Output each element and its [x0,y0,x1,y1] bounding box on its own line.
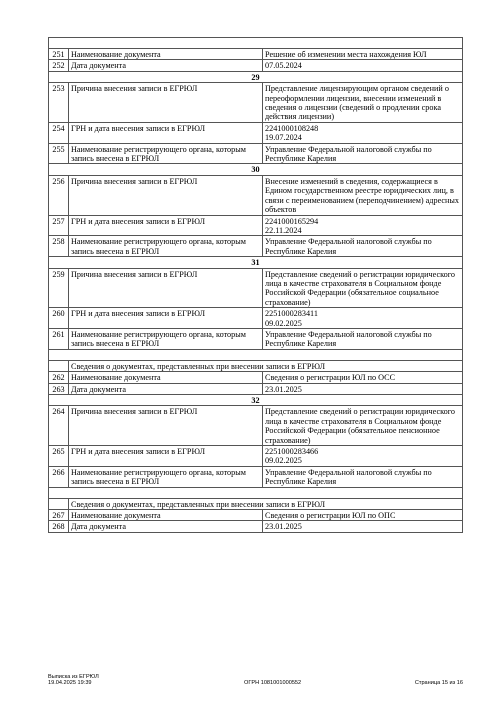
table-row [49,236,463,257]
table-row [49,446,463,467]
row-number: 264 [49,406,69,446]
field-value: 2251000283466 09.02.2025 [263,446,463,467]
table-row [49,383,463,394]
field-value: Управление Федеральной налоговой службы по Республике Карелия [263,236,463,257]
table-row [49,406,463,446]
table-row [49,143,463,164]
table-row [49,328,463,349]
table-row [49,122,463,143]
empty-num-cell [49,498,69,509]
row-number: 265 [49,446,69,467]
field-value: Решение об изменении места нахождения ЮЛ [263,49,463,60]
egrul-extract-table [48,37,463,533]
field-value: 23.01.2025 [263,521,463,532]
field-value: 2241000108248 19.07.2024 [263,122,463,143]
row-number: 258 [49,236,69,257]
table-row [49,521,463,532]
footer-page-number: Страница 15 из 16 [414,680,463,686]
field-name: Причина внесения записи в ЕГРЮЛ [69,175,263,215]
field-value: Сведения о регистрации ЮЛ по ОПС [263,510,463,521]
table-spacer-row [49,349,463,360]
table-row [49,83,463,123]
field-value: Внесение изменений в сведения, содержащиеся в Едином государственном реестре юридических лиц, в связи с переименованием (переподчинением) адресных объектов [263,175,463,215]
documents-subheader: Сведения о документах, представленных при внесении записи в ЕГРЮЛ [69,498,463,509]
table-row [49,175,463,215]
table-row [49,372,463,383]
spacer-cell [49,487,463,498]
table-row [49,215,463,236]
field-name: ГРН и дата внесения записи в ЕГРЮЛ [69,122,263,143]
record-section-header [49,395,463,406]
field-value: 23.01.2025 [263,383,463,394]
row-number: 257 [49,215,69,236]
table-row [49,60,463,71]
field-value: Представление сведений о регистрации юридического лица в качестве страхователя в Социальном фонде Российской Федерации (обязательное социальное страхование) [263,268,463,308]
table-row [49,308,463,329]
record-number: 32 [49,395,463,406]
document-page [48,37,463,533]
spacer-cell [49,38,463,49]
footer-datetime: 19.04.2025 19:39 [48,680,92,687]
field-name: Причина внесения записи в ЕГРЮЛ [69,406,263,446]
footer-ogrn: ОГРН 1081001000552 [244,680,302,686]
field-value: Представление сведений о регистрации юридического лица в качестве страхователя в Социальном фонде Российской Федерации (обязательное пенсионное страхование) [263,406,463,446]
table-spacer-row [49,487,463,498]
record-number: 31 [49,257,463,268]
footer-left [48,674,99,687]
field-name: ГРН и дата внесения записи в ЕГРЮЛ [69,308,263,329]
field-name: Дата документа [69,521,263,532]
table-row [49,268,463,308]
empty-num-cell [49,360,69,371]
field-name: ГРН и дата внесения записи в ЕГРЮЛ [69,446,263,467]
row-number: 262 [49,372,69,383]
field-name: Дата документа [69,60,263,71]
table-row [49,49,463,60]
record-section-header [49,257,463,268]
field-value: Управление Федеральной налоговой службы по Республике Карелия [263,143,463,164]
field-name: Наименование документа [69,49,263,60]
field-name: Наименование регистрирующего органа, которым запись внесена в ЕГРЮЛ [69,236,263,257]
row-number: 266 [49,466,69,487]
row-number: 260 [49,308,69,329]
table-spacer-row [49,38,463,49]
field-name: Наименование регистрирующего органа, которым запись внесена в ЕГРЮЛ [69,328,263,349]
field-name: Наименование документа [69,372,263,383]
field-value: Управление Федеральной налоговой службы по Республике Карелия [263,466,463,487]
field-name: Наименование регистрирующего органа, которым запись внесена в ЕГРЮЛ [69,143,263,164]
field-value: Управление Федеральной налоговой службы по Республике Карелия [263,328,463,349]
row-number: 267 [49,510,69,521]
record-section-header [49,71,463,82]
footer-doc-title: Выписка из ЕГРЮЛ [48,674,99,680]
row-number: 268 [49,521,69,532]
row-number: 251 [49,49,69,60]
table-row [49,466,463,487]
field-value: 2251000283411 09.02.2025 [263,308,463,329]
documents-subheader-row [49,498,463,509]
row-number: 254 [49,122,69,143]
table-row [49,510,463,521]
field-value: Сведения о регистрации ЮЛ по ОСС [263,372,463,383]
field-name: Причина внесения записи в ЕГРЮЛ [69,83,263,123]
field-name: Причина внесения записи в ЕГРЮЛ [69,268,263,308]
record-number: 29 [49,71,463,82]
field-name: Дата документа [69,383,263,394]
row-number: 252 [49,60,69,71]
row-number: 256 [49,175,69,215]
record-section-header [49,164,463,175]
spacer-cell [49,349,463,360]
field-value: Представление лицензирующим органом сведений о переоформлении лицензии, внесении изменений в сведения о лицензии (сведений о продлении срока действия лицензии) [263,83,463,123]
record-number: 30 [49,164,463,175]
row-number: 263 [49,383,69,394]
table-body [49,38,463,533]
documents-subheader-row [49,360,463,371]
field-name: Наименование документа [69,510,263,521]
row-number: 255 [49,143,69,164]
row-number: 261 [49,328,69,349]
field-name: Наименование регистрирующего органа, которым запись внесена в ЕГРЮЛ [69,466,263,487]
field-name: ГРН и дата внесения записи в ЕГРЮЛ [69,215,263,236]
documents-subheader: Сведения о документах, представленных при внесении записи в ЕГРЮЛ [69,360,463,371]
row-number: 253 [49,83,69,123]
row-number: 259 [49,268,69,308]
field-value: 2241000165294 22.11.2024 [263,215,463,236]
field-value: 07.05.2024 [263,60,463,71]
